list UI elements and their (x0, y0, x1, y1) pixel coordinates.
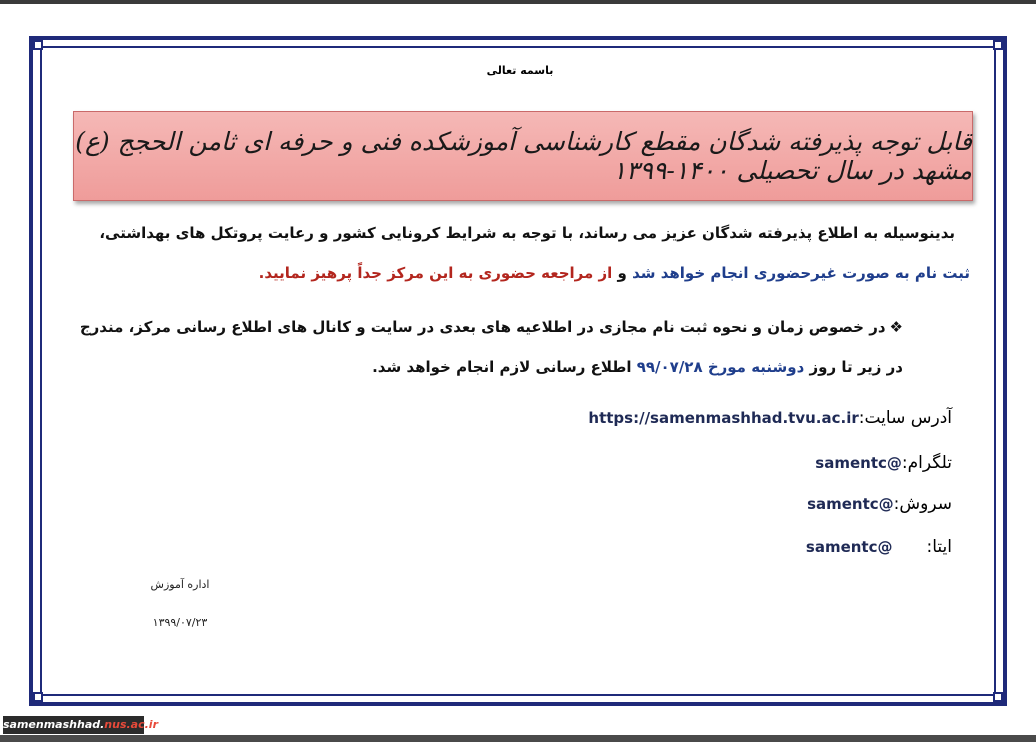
site-link[interactable]: https://samenmashhad.tvu.ac.ir (588, 409, 859, 427)
frame-corner-bl (33, 692, 43, 702)
contact-site (560, 408, 952, 428)
title-banner (73, 111, 973, 201)
site-label: آدرس سایت: (858, 408, 952, 428)
soroush-label: سروش: (893, 494, 952, 514)
frame-corner-tl (33, 40, 43, 50)
paragraph1-line1 (60, 224, 955, 242)
watermark-accent: nus.ac.ir (104, 718, 159, 731)
paragraph1-line1-text: بدینوسیله به اطلاع پذیرفته شدگان عزیز می رساند، با توجه به شرایط کرونایی کشور و رعایت پروتکل های بهداشتی، (99, 224, 955, 242)
bullet-icon: ❖ (889, 318, 903, 336)
frame-corner-br (993, 692, 1003, 702)
signature-office: اداره آموزش (150, 578, 210, 591)
online-registration-note: ثبت نام به صورت غیرحضوری انجام خواهد شد (632, 264, 970, 282)
paragraph2-line2-post: اطلاع رسانی لازم انجام خواهد شد. (372, 358, 637, 376)
site-watermark (3, 716, 159, 734)
contact-soroush (760, 494, 952, 514)
bismillah-heading: باسمه تعالی (486, 64, 554, 77)
paragraph2-line1-text: در خصوص زمان و نحوه ثبت نام مجازی در اطلاعیه های بعدی در سایت و کانال های اطلاع رسانی مرکز، مندرج (79, 318, 886, 336)
paragraph2-line2-pre: در زیر تا روز (804, 358, 903, 376)
paragraph2-line2 (60, 358, 903, 376)
deadline-date: دوشنبه مورخ ۹۹/۰۷/۲۸ (636, 358, 805, 376)
conjunction-text: و (612, 264, 633, 282)
telegram-handle[interactable]: @samentc (815, 454, 902, 472)
contact-eitaa (760, 537, 952, 557)
eitaa-label: ایتا: (926, 537, 952, 557)
no-visit-warning: از مراجعه حضوری به این مرکز جداً پرهیز نمایید. (258, 264, 613, 282)
telegram-label: تلگرام: (901, 453, 952, 473)
paragraph2-line1 (60, 318, 903, 336)
frame-corner-tr (993, 40, 1003, 50)
eitaa-handle[interactable]: @samentc (805, 538, 893, 556)
signature-date: ۱۳۹۹/۰۷/۲۳ (152, 616, 208, 629)
title-text: قابل توجه پذیرفته شدگان مقطع کارشناسی آموزشکده فنی و حرفه ای ثامن الحجج (ع) مشهد در سال تحصیلی ۱۴۰۰-۱۳۹۹ (75, 127, 972, 185)
contact-telegram (760, 453, 952, 473)
paragraph1-line2 (60, 264, 970, 282)
watermark-main: samenmashhad. (3, 718, 105, 731)
bottom-bar (0, 735, 1036, 742)
soroush-handle[interactable]: @samentc (807, 495, 894, 513)
top-bar (0, 0, 1036, 4)
